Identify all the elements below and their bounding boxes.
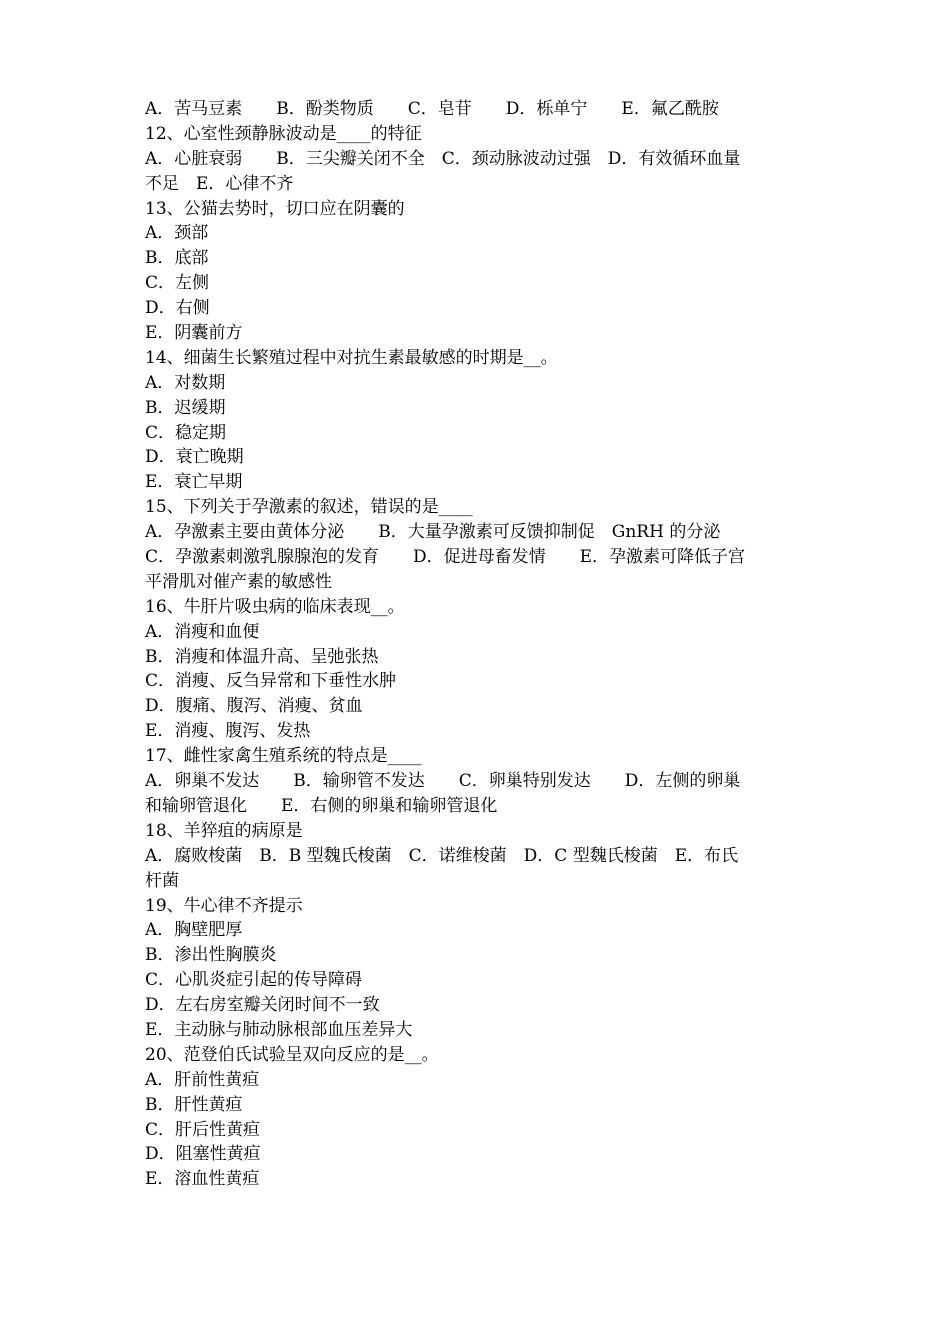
text-line: C．孕激素刺激乳腺腺泡的发育 D．促进母畜发情 E．孕激素可降低子宫: [145, 547, 746, 568]
text-line: D．右侧: [145, 298, 210, 319]
question-16: 16、牛肝片吸虫病的临床表现__。: [145, 596, 405, 617]
question-17: 17、雌性家禽生殖系统的特点是____: [145, 746, 422, 767]
text-line: D．衰亡晚期: [145, 447, 244, 468]
question-13: 13、公猫去势时，切口应在阴囊的: [145, 198, 405, 219]
text-line: D．阻塞性黄疸: [145, 1144, 261, 1165]
text-line: D．左右房室瓣关闭时间不一致: [145, 995, 380, 1016]
text-line: 和输卵管退化 E．右侧的卵巢和输卵管退化: [145, 795, 498, 816]
text-line: A．心脏衰弱 B．三尖瓣关闭不全 C．颈动脉波动过强 D．有效循环血量: [145, 148, 741, 169]
question-14: 14、细菌生长繁殖过程中对抗生素最敏感的时期是__。: [145, 347, 558, 368]
text-line: A．卵巢不发达 B．输卵管不发达 C．卵巢特别发达 D．左侧的卵巢: [145, 771, 741, 792]
text-line: A．对数期: [145, 372, 226, 393]
text-line: 杆菌: [145, 870, 179, 891]
text-line: C．心肌炎症引起的传导障碍: [145, 970, 363, 991]
text-line: A．肝前性黄疸: [145, 1069, 260, 1090]
text-line: A．腐败梭菌 B．B 型魏氏梭菌 C．诺维梭菌 D．C 型魏氏梭菌 E．布氏: [145, 845, 739, 866]
text-line: A．苦马豆素 B．酚类物质 C．皂苷 D．栎单宁 E．氟乙酰胺: [145, 99, 719, 119]
text-line: A．颈部: [145, 223, 209, 244]
text-line: B．迟缓期: [145, 397, 226, 418]
text-line: C．肝后性黄疸: [145, 1119, 261, 1140]
text-line: 不足 E．心律不齐: [145, 173, 294, 194]
text-line: E．衰亡早期: [145, 472, 243, 493]
text-line: B．消瘦和体温升高、呈弛张热: [145, 646, 379, 667]
text-line: E．消瘦、腹泻、发热: [145, 721, 311, 742]
text-line: E．阴囊前方: [145, 323, 243, 344]
text-line: E．主动脉与肺动脉根部血压差异大: [145, 1019, 413, 1040]
question-20: 20、范登伯氏试验呈双向反应的是__。: [145, 1044, 439, 1065]
question-12: 12、心室性颈静脉波动是____的特征: [145, 123, 422, 144]
text-line: A．孕激素主要由黄体分泌 B．大量孕激素可反馈抑制促 GnRH 的分泌: [145, 522, 721, 543]
text-line: A．消瘦和血便: [145, 621, 260, 642]
text-line: C．稳定期: [145, 422, 227, 443]
question-15: 15、下列关于孕激素的叙述，错误的是____: [145, 497, 473, 518]
text-line: A．胸壁肥厚: [145, 920, 243, 941]
text-line: C．消瘦、反刍异常和下垂性水肿: [145, 671, 397, 692]
text-line: 平滑肌对催产素的敏感性: [145, 571, 332, 592]
text-line: C．左侧: [145, 273, 210, 294]
document-page: [145, 97, 810, 1192]
text-line: B．肝性黄疸: [145, 1094, 243, 1115]
text-line: E．溶血性黄疸: [145, 1169, 260, 1190]
question-19: 19、牛心律不齐提示: [145, 895, 303, 916]
text-line: B．底部: [145, 248, 209, 269]
text-line: B．渗出性胸膜炎: [145, 945, 277, 966]
question-18: 18、羊猝疽的病原是: [145, 820, 303, 841]
text-line: D．腹痛、腹泻、消瘦、贫血: [145, 696, 363, 717]
